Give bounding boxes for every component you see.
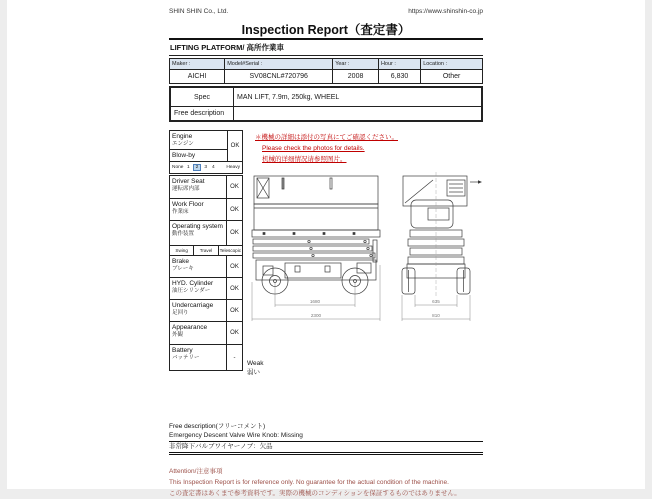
tab-travel: Travel: [194, 246, 218, 255]
value-year: 2008: [333, 70, 379, 84]
spec-row: [170, 87, 482, 107]
status-engine: OK: [227, 131, 242, 161]
spec-value: MAN LIFT, 7.9m, 250kg, WHEEL: [234, 87, 483, 107]
website-url: https://www.shinshin-co.jp: [408, 8, 483, 15]
value-maker: AICHI: [170, 70, 225, 84]
item-hyd-cylinder: [169, 277, 243, 300]
scale-heavy: Heavy: [226, 165, 240, 170]
value-model-serial: SV08CNL#720796: [225, 70, 333, 84]
info-value-row: [170, 70, 483, 84]
battery-note: [247, 360, 264, 377]
free-comment-section: [169, 422, 483, 455]
dim-overall-length: 2300: [310, 313, 322, 318]
header-maker: Maker :: [170, 59, 225, 70]
free-comment-jp: 非常降下バルブワイヤーノブ：欠品: [169, 442, 483, 455]
blowby-scale: [170, 161, 242, 173]
item-label: [170, 278, 226, 299]
inspection-items-table: [169, 130, 243, 371]
item-label: [170, 256, 226, 277]
scale-4: 4: [211, 165, 215, 170]
item-name-en: Driver Seat: [172, 178, 205, 185]
item-brake: [169, 255, 243, 278]
item-undercarriage: [169, 299, 243, 322]
status-undercarriage: OK: [226, 300, 242, 321]
dim-overall-width: 810: [432, 313, 440, 318]
status-appearance: OK: [226, 322, 242, 344]
value-hour: 6,830: [378, 70, 420, 84]
photo-note-jp: ＊機械の詳細は添付の写真にてご確認ください。: [255, 134, 398, 141]
item-label: [170, 221, 226, 245]
spec-label: Spec: [170, 87, 234, 107]
report-title: Inspection Report（査定書）: [241, 23, 411, 37]
status-driver-seat: OK: [226, 176, 242, 198]
item-name-jp: エンジン: [172, 141, 194, 147]
item-name-en: Work Floor: [172, 201, 204, 208]
machine-category: LIFTING PLATFORM/ 高所作業車: [169, 40, 483, 56]
main-area: [169, 128, 483, 418]
item-label: [170, 300, 226, 321]
item-blowby: Blow-by: [170, 149, 227, 161]
header-model-serial: Model#Serial :: [225, 59, 333, 70]
tab-swing: Swing: [170, 246, 194, 255]
item-driver-seat: [169, 175, 243, 199]
item-name-jp: 作業床: [172, 209, 189, 215]
scale-1: 1: [186, 165, 190, 170]
item-name-jp: 運転席内部: [172, 186, 200, 192]
tab-telescopic: Telescopic: [219, 248, 242, 253]
info-header-row: [170, 59, 483, 70]
item-engine: [169, 130, 243, 174]
machine-diagram: [251, 170, 483, 343]
item-name-jp: バッテリー: [172, 355, 200, 361]
item-operating-system: [169, 220, 243, 246]
item-label: [170, 176, 226, 198]
scale-2-selected: 2: [193, 164, 201, 171]
free-comment-label: Free description(フリーコメント): [169, 423, 266, 430]
item-name-jp: 油圧シリンダー: [172, 288, 211, 294]
header-location: Location :: [421, 59, 483, 70]
item-name-en: Appearance: [172, 324, 208, 331]
value-location: Other: [421, 70, 483, 84]
item-battery: [169, 344, 243, 371]
item-label: [170, 131, 227, 149]
status-hyd-cylinder: OK: [226, 278, 242, 299]
scale-3: 3: [204, 165, 207, 170]
item-work-floor: [169, 198, 243, 221]
attention-label: Attention/注意事項: [169, 468, 223, 475]
free-comment-en: Emergency Descent Valve Wire Knob: Missing: [169, 431, 483, 442]
item-name-en: Battery: [172, 347, 193, 354]
machine-info-table: [169, 58, 483, 84]
header-year: Year :: [333, 59, 379, 70]
status-battery: -: [226, 345, 242, 370]
status-work-floor: OK: [226, 199, 242, 220]
attention-section: [169, 467, 483, 499]
item-name-en: Engine: [172, 133, 193, 140]
attention-jp: この査定書はあくまで参考資料です。実際の機械のコンディションを保証するものではありません。: [169, 490, 461, 497]
document-page: [7, 0, 645, 497]
item-name-en: HYD. Cylinder: [172, 280, 214, 287]
company-name: SHIN SHIN Co., Ltd.: [169, 8, 229, 15]
battery-note-en: Weak: [247, 360, 264, 367]
operating-system-tabs: [169, 245, 243, 256]
attention-en: This Inspection Report is for reference only. No guarantee for the actual condition of the machine.: [169, 479, 449, 486]
item-name-jp: ブレーキ: [172, 266, 194, 272]
item-name-en: Operating system: [172, 223, 223, 230]
scissor-lift-drawing: [251, 170, 483, 338]
spec-table: [169, 86, 483, 122]
document-header: [169, 8, 483, 18]
battery-note-jp: 弱い: [247, 368, 260, 376]
item-name-jp: 外観: [172, 332, 184, 338]
item-label: [170, 322, 226, 344]
item-name-jp: 動作装置: [172, 231, 195, 237]
scale-none: None: [172, 165, 184, 170]
free-description-label: Free description: [170, 107, 234, 122]
inspection-report: [169, 8, 483, 499]
header-hour: Hour :: [378, 59, 420, 70]
status-brake: OK: [226, 256, 242, 277]
photo-notes: [255, 132, 398, 165]
free-description-row: [170, 107, 482, 122]
item-label: [170, 199, 226, 220]
item-name-en: Undercarriage: [172, 302, 214, 309]
dim-wheelbase: 1680: [309, 299, 321, 304]
photo-note-en: Please check the photos for details.: [262, 145, 365, 152]
item-name-en: Brake: [172, 258, 189, 265]
free-description-value: [234, 107, 483, 122]
item-appearance: [169, 321, 243, 345]
photo-note-cn: 机械的详细情况请参照图片。: [262, 156, 347, 163]
status-operating-system: OK: [226, 221, 242, 245]
item-label: [170, 345, 226, 370]
dim-tread: 635: [432, 299, 440, 304]
item-name-jp: 足回り: [172, 310, 189, 316]
